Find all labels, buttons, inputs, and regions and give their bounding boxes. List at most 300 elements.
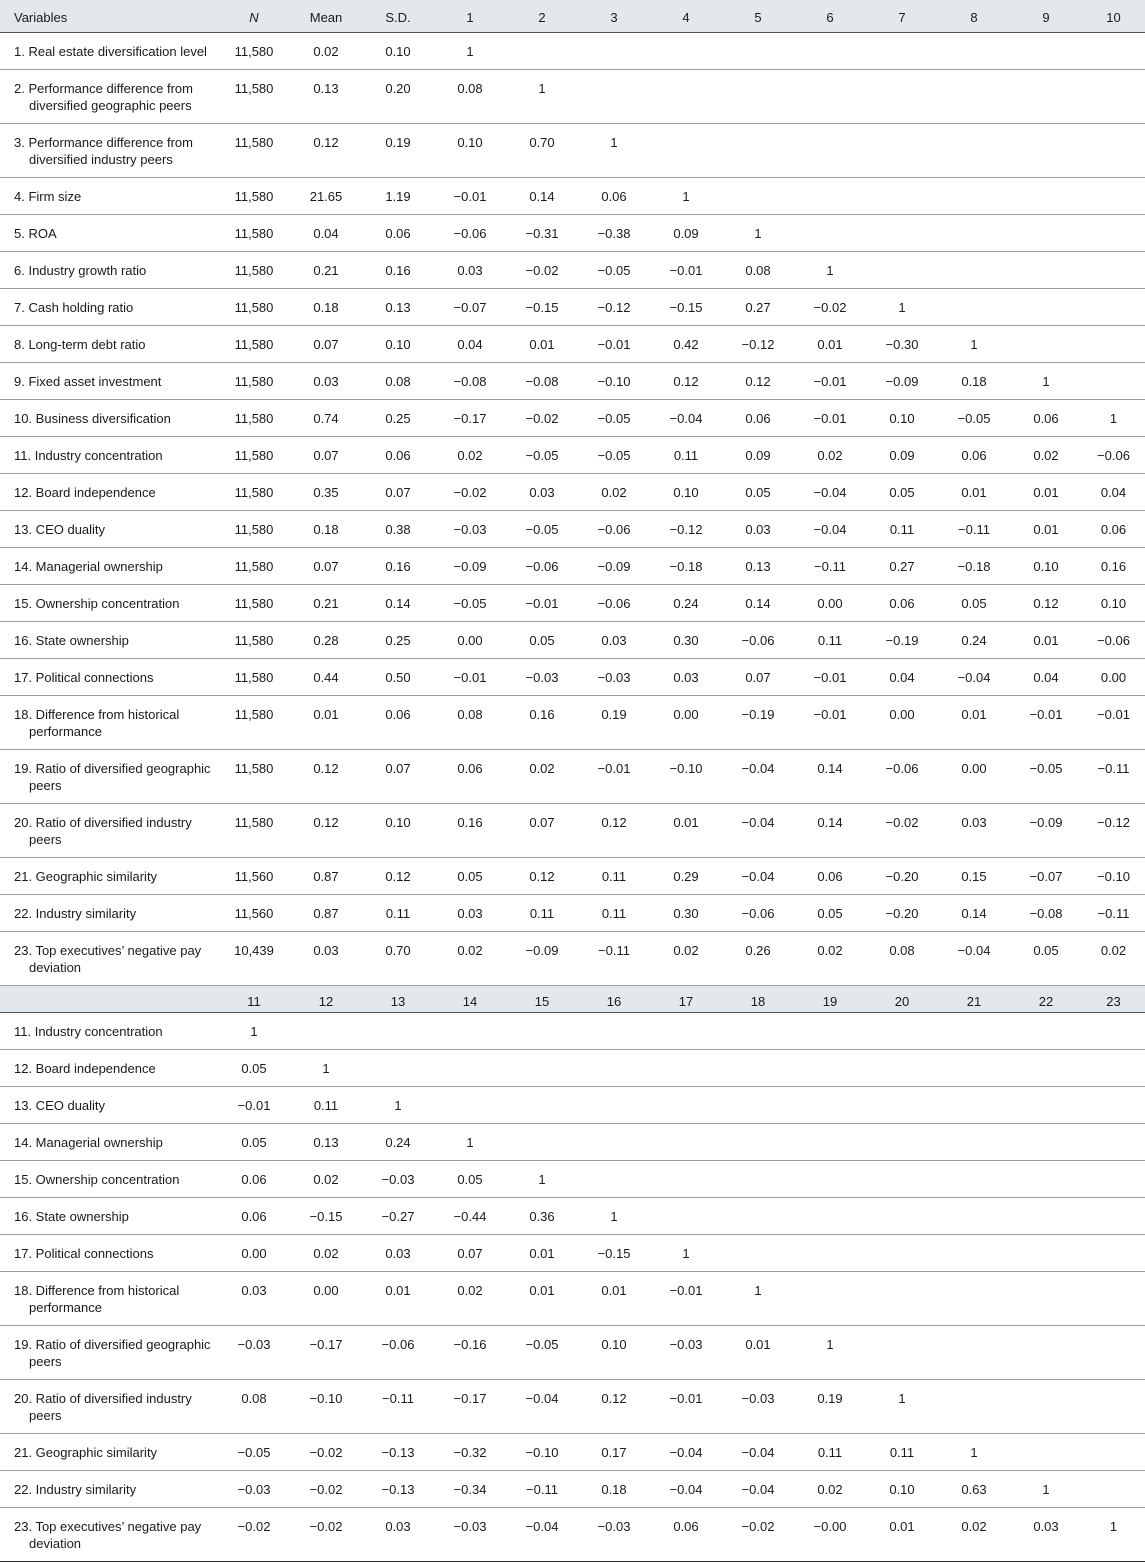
table-cell: −0.02 <box>237 1518 271 1534</box>
table-cell: 1 <box>466 1134 474 1150</box>
table-cell: 0.16 <box>529 706 555 722</box>
table-cell: −0.03 <box>453 521 487 537</box>
table-cell: 11,580 <box>234 484 274 500</box>
table-cell: 0.04 <box>1100 484 1127 500</box>
table-cell <box>506 1012 578 1049</box>
table-cell: 10,439 <box>234 942 274 958</box>
table-cell: 0.16 <box>385 558 411 574</box>
table-cell: −0.03 <box>453 1518 487 1534</box>
table-cell: 11,560 <box>234 868 274 884</box>
table-cell: 0.07 <box>385 484 411 500</box>
column-header: 5 <box>754 10 762 25</box>
table-cell: −0.02 <box>525 410 559 426</box>
row-label-cell <box>0 325 218 362</box>
table-cell <box>362 1012 434 1049</box>
table-cell <box>1082 1325 1145 1379</box>
table-cell <box>650 1197 722 1234</box>
table-cell <box>650 1049 722 1086</box>
row-label-cell <box>0 1086 218 1123</box>
table-row <box>0 436 1145 473</box>
table-row <box>0 658 1145 695</box>
row-label-cell <box>0 658 218 695</box>
table-cell: 0.19 <box>817 1390 843 1406</box>
table-cell: 0.03 <box>385 1245 411 1261</box>
table-cell: 0.12 <box>529 868 555 884</box>
table-cell <box>434 1012 506 1049</box>
table-row <box>0 749 1145 803</box>
table-cell: 0.00 <box>313 1282 339 1298</box>
table-cell: 0.04 <box>889 669 915 685</box>
table-cell: −0.17 <box>453 1390 487 1406</box>
table-cell: 0.02 <box>313 1171 339 1187</box>
table-cell: −0.09 <box>885 373 919 389</box>
table-cell: 1 <box>466 43 474 59</box>
table-cell: 0.09 <box>673 225 699 241</box>
table-cell: 0.12 <box>313 134 339 150</box>
row-label-cell <box>0 857 218 894</box>
column-header: 4 <box>682 10 690 25</box>
table-cell: 11,580 <box>234 299 274 315</box>
table-cell <box>938 1379 1010 1433</box>
row-label-cell <box>0 547 218 584</box>
table-cell <box>722 1049 794 1086</box>
table-cell: 0.05 <box>241 1060 267 1076</box>
table-row <box>0 362 1145 399</box>
table-cell <box>1082 1197 1145 1234</box>
table-cell: 1 <box>898 1390 906 1406</box>
subheader-cell: 21 <box>966 993 982 1009</box>
column-header: 7 <box>898 10 906 25</box>
table-cell: −0.03 <box>597 1518 631 1534</box>
table-cell: 0.13 <box>745 558 771 574</box>
subheader-cell: 18 <box>750 993 766 1009</box>
table-row <box>0 1433 1145 1470</box>
table-cell: 0.20 <box>385 80 411 96</box>
table-cell: −0.04 <box>957 942 991 958</box>
table-cell: 0.06 <box>745 410 771 426</box>
table-cell: −0.01 <box>237 1097 271 1113</box>
variable-label: 12. Board independence <box>14 1060 156 1076</box>
table-cell <box>1082 1123 1145 1160</box>
column-header: 1 <box>466 10 474 25</box>
table-row <box>0 1379 1145 1433</box>
table-cell: −0.05 <box>597 410 631 426</box>
table-cell: 0.10 <box>601 1336 627 1352</box>
table-cell: 0.10 <box>673 484 699 500</box>
table-cell <box>1010 1325 1082 1379</box>
row-label-cell <box>0 251 218 288</box>
table-row <box>0 177 1145 214</box>
variable-label: 16. State ownership <box>14 1208 129 1224</box>
table-cell: 0.17 <box>601 1444 627 1460</box>
table-cell: 0.02 <box>817 1481 843 1497</box>
table-cell: −0.06 <box>597 521 631 537</box>
table-cell: 0.06 <box>601 188 627 204</box>
table-cell <box>938 69 1010 123</box>
table-cell: 0.10 <box>1100 595 1127 611</box>
table-cell: −0.05 <box>1029 760 1063 776</box>
row-label-cell <box>0 1433 218 1470</box>
table-cell: −0.01 <box>597 760 631 776</box>
table-cell: 0.28 <box>313 632 339 648</box>
table-cell: 0.03 <box>313 373 339 389</box>
table-cell <box>938 288 1010 325</box>
table-cell: 0.06 <box>673 1518 699 1534</box>
table-cell: 11,580 <box>234 373 274 389</box>
table-body <box>0 32 1145 1561</box>
table-cell: 1 <box>754 1282 762 1298</box>
table-cell: 0.16 <box>1100 558 1127 574</box>
table-cell: −0.07 <box>1029 868 1063 884</box>
table-cell: 11,580 <box>234 188 274 204</box>
table-cell <box>866 214 938 251</box>
table-cell <box>794 32 866 69</box>
table-cell: 0.03 <box>1033 1518 1059 1534</box>
table-cell <box>1010 1197 1082 1234</box>
row-label-cell <box>0 803 218 857</box>
table-cell: 0.12 <box>385 868 411 884</box>
table-cell <box>1082 214 1145 251</box>
table-cell: −0.05 <box>525 1336 559 1352</box>
table-cell: 1 <box>970 336 978 352</box>
table-cell: 11,580 <box>234 558 274 574</box>
table-cell: −0.31 <box>525 225 559 241</box>
row-label-cell <box>0 288 218 325</box>
table-cell: −0.03 <box>597 669 631 685</box>
variable-label: 16. State ownership <box>14 632 129 648</box>
table-cell: 0.12 <box>313 760 339 776</box>
table-cell <box>938 214 1010 251</box>
table-cell: 0.27 <box>745 299 771 315</box>
table-cell: −0.03 <box>237 1336 271 1352</box>
table-cell <box>866 123 938 177</box>
table-cell: −0.01 <box>1097 706 1130 722</box>
table-cell <box>722 123 794 177</box>
table-cell: −0.06 <box>525 558 559 574</box>
subheader-cell: 23 <box>1106 993 1121 1009</box>
table-cell: 0.25 <box>385 632 411 648</box>
table-cell <box>866 1197 938 1234</box>
table-cell: −0.01 <box>669 1390 703 1406</box>
table-cell <box>722 1086 794 1123</box>
table-cell: 11,580 <box>234 80 274 96</box>
table-cell: 0.11 <box>601 868 627 884</box>
table-cell: 0.06 <box>1100 521 1127 537</box>
row-label-cell <box>0 436 218 473</box>
table-cell: 0.74 <box>313 410 339 426</box>
table-cell: 0.06 <box>1033 410 1059 426</box>
table-cell: 0.01 <box>529 336 555 352</box>
table-cell: 0.87 <box>313 868 339 884</box>
table-cell <box>722 32 794 69</box>
variable-label: 21. Geographic similarity <box>14 1444 158 1460</box>
table-row <box>0 1470 1145 1507</box>
table-cell: 0.11 <box>385 905 411 921</box>
table-cell: 0.12 <box>601 814 627 830</box>
table-cell: −0.19 <box>885 632 919 648</box>
table-cell: 0.24 <box>385 1134 411 1150</box>
table-cell: 0.03 <box>385 1518 411 1534</box>
table-cell: −0.13 <box>381 1444 415 1460</box>
table-cell <box>1082 69 1145 123</box>
table-cell: 11,580 <box>234 336 274 352</box>
table-cell <box>866 1012 938 1049</box>
table-cell: −0.03 <box>381 1171 415 1187</box>
table-cell <box>866 69 938 123</box>
variable-label: 21. Geographic similarity <box>14 868 158 884</box>
table-cell: 0.19 <box>385 134 411 150</box>
table-cell <box>938 1012 1010 1049</box>
table-cell: 11,560 <box>234 905 274 921</box>
table-cell: −0.04 <box>813 521 847 537</box>
table-cell: 0.01 <box>529 1282 555 1298</box>
row-label-cell <box>0 69 218 123</box>
table-cell: 0.02 <box>961 1518 987 1534</box>
table-cell <box>722 69 794 123</box>
table-cell: 11,580 <box>234 521 274 537</box>
table-row <box>0 1086 1145 1123</box>
table-cell: 1 <box>1042 1481 1050 1497</box>
table-cell <box>506 1086 578 1123</box>
table-cell: −0.44 <box>453 1208 487 1224</box>
table-cell: 0.03 <box>601 632 627 648</box>
table-cell: 0.06 <box>961 447 987 463</box>
row-label-cell <box>0 894 218 931</box>
table-cell: 0.08 <box>385 373 411 389</box>
subheader-cell: 15 <box>534 993 550 1009</box>
table-cell: −0.01 <box>813 669 847 685</box>
table-cell: −0.15 <box>669 299 703 315</box>
table-cell <box>794 1197 866 1234</box>
table-cell: −0.02 <box>741 1518 775 1534</box>
table-cell: −0.01 <box>669 1282 703 1298</box>
table-cell: −0.09 <box>597 558 631 574</box>
table-cell: 0.12 <box>673 373 699 389</box>
table-cell <box>866 1049 938 1086</box>
table-cell: 0.01 <box>745 1336 771 1352</box>
table-cell <box>1010 1379 1082 1433</box>
table-cell: 0.12 <box>745 373 771 389</box>
table-cell: −0.02 <box>309 1518 343 1534</box>
variable-label: 7. Cash holding ratio <box>14 299 134 315</box>
table-cell: 0.42 <box>673 336 699 352</box>
table-row <box>0 69 1145 123</box>
table-cell: −0.17 <box>453 410 487 426</box>
table-cell <box>362 1049 434 1086</box>
table-cell: 0.02 <box>601 484 627 500</box>
subheader-cell: 16 <box>606 993 622 1009</box>
table-cell: −0.11 <box>382 1390 414 1406</box>
table-cell: 0.04 <box>313 225 339 241</box>
table-cell: 1 <box>1042 373 1050 389</box>
table-cell: 0.01 <box>1033 484 1059 500</box>
table-row <box>0 123 1145 177</box>
table-cell: 0.14 <box>529 188 555 204</box>
table-cell: −0.19 <box>741 706 775 722</box>
table-cell <box>938 1123 1010 1160</box>
table-cell: 0.09 <box>745 447 771 463</box>
table-row <box>0 1507 1145 1561</box>
table-cell: 0.00 <box>961 760 987 776</box>
table-cell: 0.06 <box>385 447 411 463</box>
variable-label: 17. Political connections <box>14 669 154 685</box>
table-cell: 0.03 <box>961 814 987 830</box>
table-cell: 0.19 <box>601 706 627 722</box>
table-cell: 0.27 <box>889 558 915 574</box>
table-cell: 0.02 <box>529 760 555 776</box>
table-cell: 0.02 <box>313 1245 339 1261</box>
table-row <box>0 547 1145 584</box>
table-row <box>0 510 1145 547</box>
table-cell: 0.11 <box>673 447 699 463</box>
row-label-cell <box>0 931 218 985</box>
table-cell: 1 <box>682 1245 690 1261</box>
table-cell: −0.02 <box>309 1444 343 1460</box>
table-cell: 0.25 <box>385 410 411 426</box>
table-cell <box>1010 1234 1082 1271</box>
table-cell <box>578 1160 650 1197</box>
table-cell <box>1010 1086 1082 1123</box>
subheader-cell: 19 <box>822 993 838 1009</box>
table-cell: −0.11 <box>526 1481 558 1497</box>
table-cell <box>938 251 1010 288</box>
table-cell: 0.06 <box>457 760 483 776</box>
table-cell <box>794 1012 866 1049</box>
table-cell: 0.05 <box>529 632 555 648</box>
table-cell <box>794 1234 866 1271</box>
table-row <box>0 584 1145 621</box>
table-row <box>0 1234 1145 1271</box>
table-cell: −0.06 <box>885 760 919 776</box>
table-cell: 21.65 <box>309 188 343 204</box>
variable-label: 8. Long-term debt ratio <box>14 336 146 352</box>
table-cell <box>1010 288 1082 325</box>
table-cell: 0.24 <box>961 632 987 648</box>
column-header: 3 <box>610 10 618 25</box>
table-cell <box>938 1234 1010 1271</box>
table-row <box>0 857 1145 894</box>
table-cell <box>938 123 1010 177</box>
table-cell: −0.05 <box>525 447 559 463</box>
table-cell <box>650 1086 722 1123</box>
table-cell: 0.07 <box>313 336 339 352</box>
table-cell: 0.10 <box>385 43 411 59</box>
table-cell: −0.34 <box>453 1481 487 1497</box>
table-cell: −0.18 <box>957 558 991 574</box>
table-cell <box>722 1123 794 1160</box>
table-cell: −0.05 <box>957 410 991 426</box>
table-cell: 11,580 <box>234 447 274 463</box>
table-cell: −0.03 <box>525 669 559 685</box>
table-cell: 0.87 <box>313 905 339 921</box>
table-cell: −0.02 <box>885 814 919 830</box>
table-cell: 0.06 <box>385 225 411 241</box>
table-cell: −0.01 <box>597 336 631 352</box>
variable-label: 4. Firm size <box>14 188 82 204</box>
table-cell: 0.10 <box>385 814 411 830</box>
table-row <box>0 288 1145 325</box>
table-cell: −0.05 <box>597 262 631 278</box>
table-cell: 0.00 <box>673 706 699 722</box>
table-cell: −0.01 <box>813 706 847 722</box>
table-cell: 0.18 <box>313 299 339 315</box>
row-label-cell <box>0 510 218 547</box>
table-cell: 0.00 <box>817 595 843 611</box>
table-cell: 0.10 <box>889 1481 915 1497</box>
table-cell: −0.06 <box>741 632 775 648</box>
table-row <box>0 325 1145 362</box>
table-cell: 0.02 <box>457 447 483 463</box>
variable-label: 18. Difference from historical performance <box>14 706 180 739</box>
table-cell: −0.10 <box>309 1390 343 1406</box>
table-row <box>0 399 1145 436</box>
table-cell: 11,580 <box>234 632 274 648</box>
table-cell: 0.00 <box>457 632 483 648</box>
table-cell: 0.07 <box>745 669 771 685</box>
table-cell: 0.14 <box>817 814 843 830</box>
table-cell: 0.02 <box>313 43 339 59</box>
table-cell: 0.02 <box>817 447 843 463</box>
table-row <box>0 803 1145 857</box>
table-cell <box>1082 325 1145 362</box>
table-cell <box>794 1123 866 1160</box>
table-cell: −0.08 <box>1029 905 1063 921</box>
table-cell: 0.01 <box>817 336 843 352</box>
table-cell: −0.17 <box>309 1336 343 1352</box>
table-cell <box>794 1160 866 1197</box>
table-cell <box>1010 123 1082 177</box>
table-cell: 0.00 <box>1100 669 1127 685</box>
variable-label: 19. Ratio of diversified geographic peers <box>14 1336 211 1369</box>
table-cell: −0.10 <box>669 760 703 776</box>
table-cell: 0.12 <box>313 814 339 830</box>
table-row <box>0 32 1145 69</box>
table-cell: 0.05 <box>241 1134 267 1150</box>
table-cell: 0.05 <box>1033 942 1059 958</box>
table-cell <box>866 1160 938 1197</box>
table-cell: 0.06 <box>385 706 411 722</box>
table-cell: 0.11 <box>601 905 627 921</box>
table-cell: −0.18 <box>669 558 703 574</box>
variable-label: 22. Industry similarity <box>14 905 137 921</box>
table-cell <box>1082 1160 1145 1197</box>
table-cell: 0.14 <box>385 595 411 611</box>
table-cell: 0.38 <box>385 521 411 537</box>
table-row <box>0 1123 1145 1160</box>
table-cell: 0.12 <box>601 1390 627 1406</box>
column-header: N <box>249 10 259 25</box>
table-cell: 0.18 <box>601 1481 627 1497</box>
table-cell: −0.11 <box>958 521 990 537</box>
table-cell <box>650 1160 722 1197</box>
table-cell: −0.03 <box>237 1481 271 1497</box>
table-cell: 0.11 <box>313 1097 339 1113</box>
table-cell: 1 <box>250 1023 258 1039</box>
table-cell: −0.10 <box>525 1444 559 1460</box>
table-cell: 0.02 <box>457 942 483 958</box>
table-cell <box>1010 325 1082 362</box>
row-label-cell <box>0 32 218 69</box>
table-cell: 11,580 <box>234 760 274 776</box>
table-cell: 11,580 <box>234 669 274 685</box>
table-cell: 11,580 <box>234 134 274 150</box>
table-cell <box>938 1325 1010 1379</box>
variable-label: 18. Difference from historical performance <box>14 1282 180 1315</box>
table-cell <box>1082 1271 1145 1325</box>
table-cell: 0.16 <box>385 262 411 278</box>
table-cell: 0.01 <box>961 706 987 722</box>
row-label-cell <box>0 1379 218 1433</box>
